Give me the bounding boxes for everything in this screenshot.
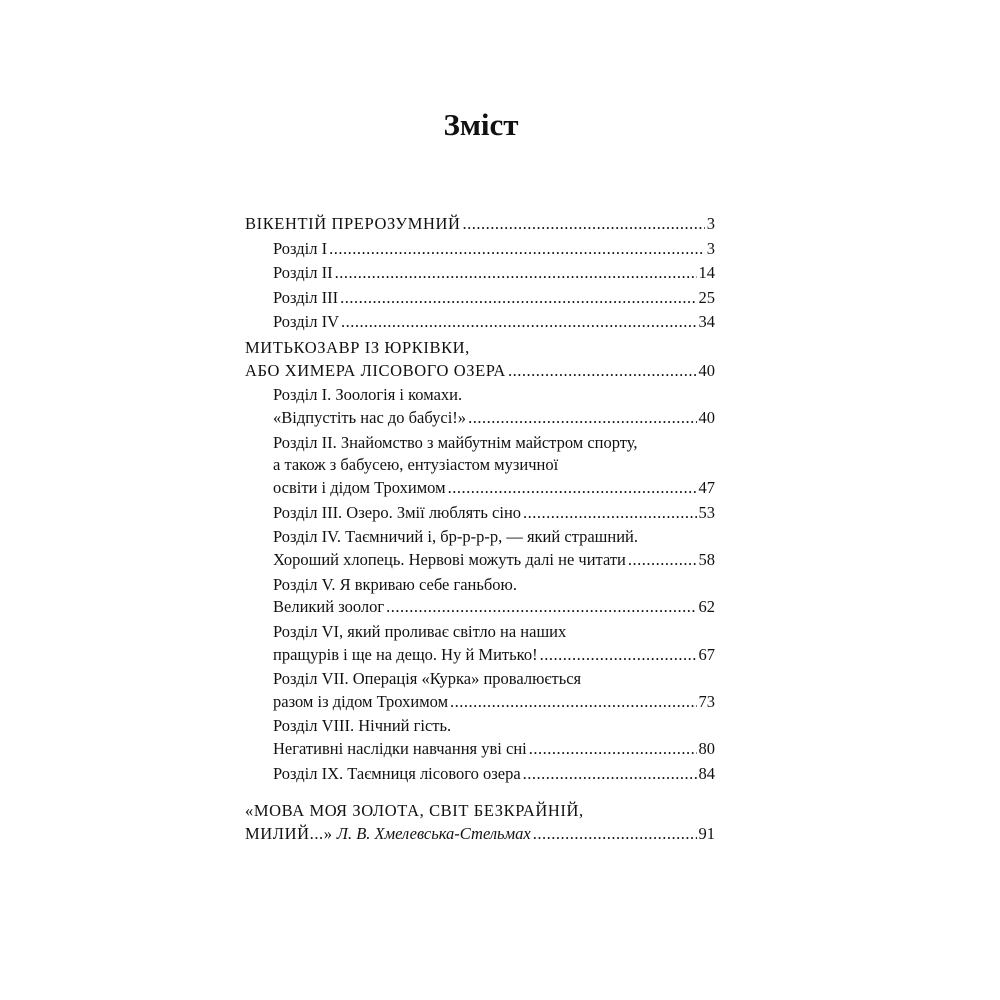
- toc-entry-chapter[interactable]: [245, 287, 715, 310]
- chapter-title-line: разом із дідом Трохимом: [273, 691, 449, 711]
- chapter-title-line: освіти і дідом Трохимом: [273, 478, 446, 498]
- toc-entry-chapter[interactable]: [245, 502, 715, 525]
- dot-leader: [335, 262, 697, 285]
- page-number: 67: [698, 644, 715, 664]
- dot-leader: [340, 287, 696, 310]
- chapter-title-line: Розділ VII. Операція «Курка» провалюється: [273, 669, 582, 689]
- chapter-title-line: Хороший хлопець. Нервові можуть далі не читати: [273, 549, 626, 569]
- toc-entry-chapter[interactable]: [245, 574, 715, 619]
- section-title-line: АБО ХИМЕРА ЛІСОВОГО ОЗЕРА: [245, 360, 506, 380]
- chapter-title-line: Розділ IV. Таємничий і, бр-р-р-р, — який страшний.: [273, 527, 638, 547]
- toc-entry-chapter[interactable]: [245, 763, 715, 786]
- chapter-title-line: Розділ II. Знайомство з майбутнім майстром спорту,: [273, 432, 638, 452]
- page-number: 34: [698, 312, 715, 332]
- dot-leader: [329, 238, 705, 261]
- chapter-title-line: Розділ VI, який проливає світло на наших: [273, 621, 567, 641]
- chapter-title-line: Негативні наслідки навчання уві сні: [273, 739, 527, 759]
- page-number: 3: [706, 214, 715, 233]
- chapter-title-line: а також з бабусею, ентузіастом музичної: [273, 455, 559, 475]
- toc-entry-chapter[interactable]: [245, 432, 715, 500]
- dot-leader: [448, 477, 697, 500]
- page-number: 73: [698, 691, 715, 711]
- chapter-title: Розділ IX. Таємниця лісового озера: [273, 763, 521, 783]
- dot-leader: [386, 596, 696, 619]
- dot-leader: [523, 502, 696, 525]
- toc-entry-section-title[interactable]: [245, 800, 715, 845]
- chapter-title: Розділ III. Озеро. Змії люблять сіно: [273, 502, 522, 522]
- chapter-title: Розділ IV: [273, 312, 339, 332]
- chapter-title-line: Великий зоолог: [273, 597, 385, 617]
- page-number: 47: [698, 478, 715, 498]
- section-title-line: МИТЬКОЗАВР ІЗ ЮРКІВКИ,: [245, 338, 470, 358]
- dot-leader: [523, 763, 697, 786]
- toc-entry-section-title[interactable]: [245, 213, 715, 236]
- page-title: Зміст: [443, 106, 519, 142]
- toc-section-vikentiy: [245, 213, 715, 334]
- page-number: 84: [698, 763, 715, 783]
- dot-leader: [463, 213, 705, 236]
- toc-section-afterword: [245, 800, 715, 845]
- section-title-line: «МОВА МОЯ ЗОЛОТА, СВІТ БЕЗКРАЙНІЙ,: [245, 801, 584, 821]
- table-of-contents: [245, 210, 715, 848]
- page-number: 14: [698, 263, 715, 283]
- dot-leader: [529, 738, 697, 761]
- dot-leader: [468, 407, 696, 430]
- page-number: 40: [698, 408, 715, 428]
- toc-entry-chapter[interactable]: [245, 311, 715, 334]
- toc-entry-section-title[interactable]: [245, 337, 715, 382]
- dot-leader: [341, 311, 697, 334]
- toc-entry-chapter[interactable]: [245, 668, 715, 713]
- page-number: 53: [698, 502, 715, 522]
- chapter-title-line: «Відпустіть нас до бабусі!»: [273, 408, 467, 428]
- page-number: 58: [698, 549, 715, 569]
- page-number: 25: [698, 287, 715, 307]
- toc-entry-chapter[interactable]: [245, 262, 715, 285]
- chapter-title: Розділ II: [273, 263, 333, 283]
- chapter-title: Розділ I: [273, 238, 328, 258]
- chapter-title-line: Розділ I. Зоологія і комахи.: [273, 385, 463, 405]
- dot-leader: [628, 549, 697, 572]
- chapter-title: Розділ III: [273, 287, 339, 307]
- toc-entry-chapter[interactable]: [245, 715, 715, 760]
- page-number: 80: [698, 739, 715, 759]
- chapter-title-line: Розділ VIII. Нічний гість.: [273, 716, 452, 736]
- toc-section-mytkozavr: [245, 337, 715, 785]
- toc-entry-chapter[interactable]: [245, 526, 715, 571]
- dot-leader: [508, 360, 697, 383]
- page-number: 91: [698, 824, 715, 844]
- chapter-title-line: пращурів і ще на дещо. Ну й Митько!: [273, 644, 538, 664]
- page-number: 3: [706, 238, 715, 258]
- chapter-title-line: Розділ V. Я вкриваю себе ганьбою.: [273, 574, 517, 594]
- dot-leader: [540, 644, 697, 667]
- section-title-line: МИЛИЙ...»: [245, 824, 333, 844]
- dot-leader: [533, 823, 697, 846]
- dot-leader: [450, 691, 696, 714]
- author-name: Л. В. Хмелевська-Стельмах: [336, 824, 531, 844]
- page-number: 62: [698, 597, 715, 617]
- page-number: 40: [698, 360, 715, 380]
- section-title: ВІКЕНТІЙ ПРЕРОЗУМНИЙ: [245, 214, 461, 233]
- toc-entry-chapter[interactable]: [245, 621, 715, 666]
- toc-entry-chapter[interactable]: [245, 384, 715, 429]
- toc-entry-chapter[interactable]: [245, 238, 715, 261]
